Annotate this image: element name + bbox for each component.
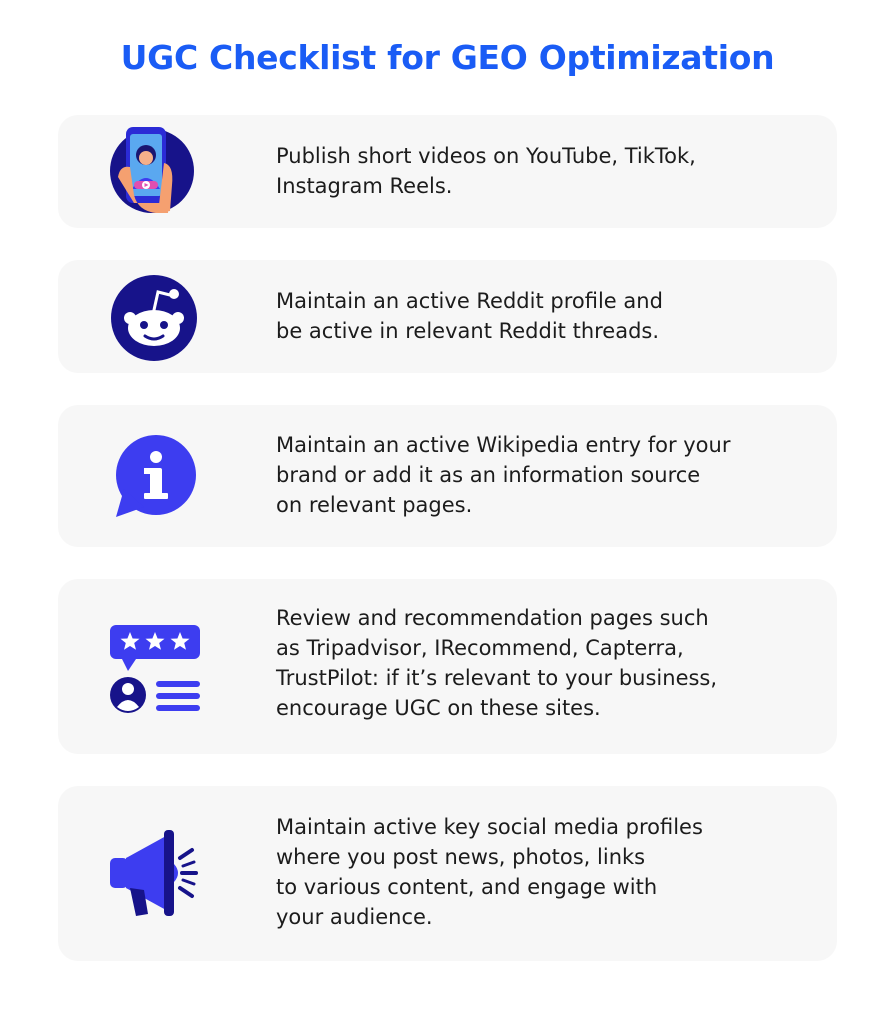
review-stars-icon: [108, 623, 200, 715]
checklist-item-text: Maintain an active Reddit profile and be active in relevant Reddit threads.: [276, 289, 663, 343]
checklist-item-text: Publish short videos on YouTube, TikTok, Instagram Reels.: [276, 144, 696, 198]
checklist-item-short-videos: [58, 115, 837, 228]
checklist-item-reddit: [58, 260, 837, 373]
checklist-item-text: Maintain an active Wikipedia entry for your brand or add it as an information source on relevant pages.: [276, 433, 731, 517]
checklist-item-social-media: [58, 786, 837, 961]
phone-video-icon: [108, 125, 200, 217]
reddit-icon: [108, 272, 200, 364]
info-icon: [108, 431, 200, 523]
checklist-item-text: Review and recommendation pages such as Tripadvisor, IRecommend, Capterra, TrustPilot: if it’s relevant to your business, encourage UGC on these sites.: [276, 606, 718, 720]
checklist-item-text: Maintain active key social media profiles where you post news, photos, links to various content, and engage with your audience.: [276, 815, 703, 929]
checklist-item-wikipedia: [58, 405, 837, 547]
checklist-item-reviews: [58, 579, 837, 754]
page-title: UGC Checklist for GEO Optimization: [120, 38, 775, 77]
megaphone-icon: [108, 828, 200, 920]
